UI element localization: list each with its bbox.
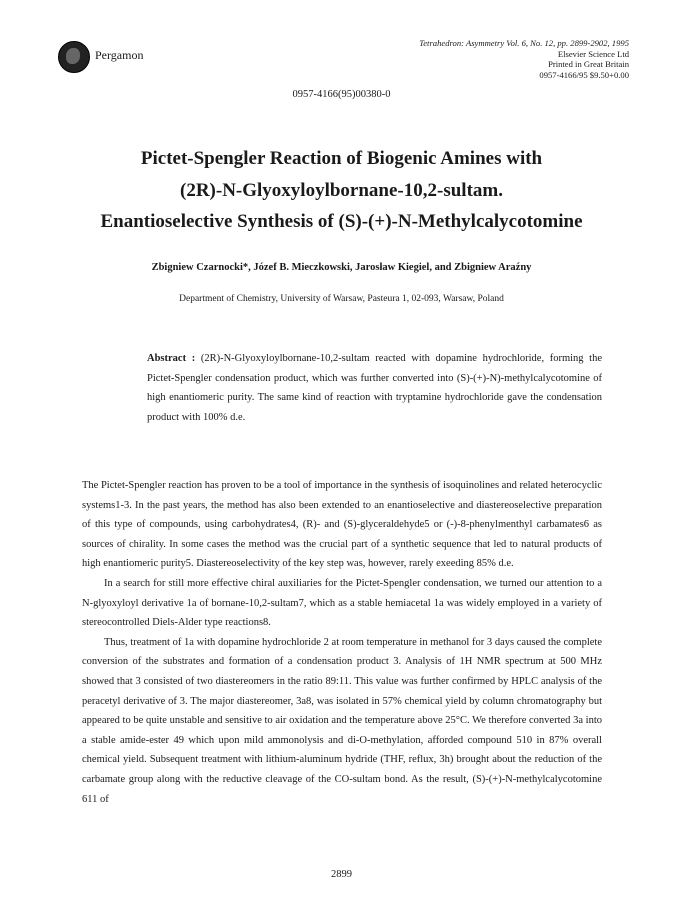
pergamon-logo xyxy=(58,41,90,73)
paragraph-2: In a search for still more effective chiral auxiliaries for the Pictet-Spengler condensation, we turned our attention to a N-glyoxyloyl derivative 1a of bornane-10,2-sultam7, which as a stable hemiacetal 1a was widely employed in a variety of stereocontrolled Diels-Alder type reactions8. xyxy=(82,577,602,629)
page-number: 2899 xyxy=(331,869,352,880)
journal-publisher: Elsevier Science Ltd xyxy=(557,48,629,59)
paper-title xyxy=(0,143,683,238)
paragraph-3: Thus, treatment of 1a with dopamine hydrochloride 2 at room temperature in methanol for 3 days caused the complete conversion of the substrates and formation of a condensation product 3. Analysis of 1H NMR spectrum at 500 MHz showed that 3 consisted of two diastereomers in the ratio 89:11. This value was further confirmed by HPLC analysis of the peracetyl derivative of 3. The major diastereomer, 3a8, was isolated in 57% chemical yield by column chromatography but appeared to be quite unstable and sensitive to air oxidation and the temperature above 25°C. We therefore converted 3a into a stable amide-ester 49 which upon mild ammonolysis and di-O-methylation, afforded compound 510 in 87% overall chemical yield. Subsequent treatment with lithium-aluminum hydride (THF, reflux, 3h) brought about the reduction of the carbamate group along with the reductive cleavage of the CO-sultam bond. As the result, (S)-(+)-N-methylcalycotomine 611 of xyxy=(82,636,602,805)
publisher-name: Pergamon xyxy=(95,48,144,62)
paragraph-1: The Pictet-Spengler reaction has proven to be a tool of importance in the synthesis of isoquinolines and related heterocyclic systems1-3. In the past years, the method has also been extended to an enantioselective and diastereoselective preparation of this type of compounds, using carbohydrates4, (R)- and (S)-glyceraldehyde5 or (-)-8-phenylmenthyl carbamates6 as sources of chirality. In some cases the method was the crucial part of a synthetic sequence that led to natural products of high enantiomeric purity5. Diastereoselectivity of the key step was, however, rarely exeeding 85% d.e. xyxy=(82,480,602,570)
journal-citation: Tetrahedron: Asymmetry Vol. 6, No. 12, pp. 2899-2902, 1995 xyxy=(419,38,629,48)
journal-printed: Printed in Great Britain xyxy=(548,59,629,69)
affiliation: Department of Chemistry, University of Warsaw, Pasteura 1, 02-093, Warsaw, Poland xyxy=(179,294,504,304)
abstract-label: Abstract : xyxy=(147,353,196,364)
abstract xyxy=(147,349,602,427)
authors: Zbigniew Czarnocki*, Józef B. Mieczkowski, Jarosław Kiegiel, and Zbigniew Araźny xyxy=(151,262,532,273)
title-line-3: Enantioselective Synthesis of (S)-(+)-N-Methylcalycotomine xyxy=(100,211,583,232)
abstract-text: (2R)-N-Glyoxyloylbornane-10,2-sultam reacted with dopamine hydrochloride, forming the Pictet-Spengler condensation product, which was further converted into (S)-(+)-N)-methylcalycotomine of high enantiomeric purity. The same kind of reaction with tryptamine hydrochloride gave the condensation product with 100% d.e. xyxy=(147,353,603,423)
body-text xyxy=(82,476,602,809)
title-line-1: Pictet-Spengler Reaction of Biogenic Amines with xyxy=(140,148,543,169)
journal-price: 0957-4166/95 $9.50+0.00 xyxy=(539,69,629,80)
journal-info xyxy=(419,38,629,80)
article-issn: 0957-4166(95)00380-0 xyxy=(292,89,391,100)
title-line-2: (2R)-N-Glyoxyloylbornane-10,2-sultam. xyxy=(180,179,503,201)
